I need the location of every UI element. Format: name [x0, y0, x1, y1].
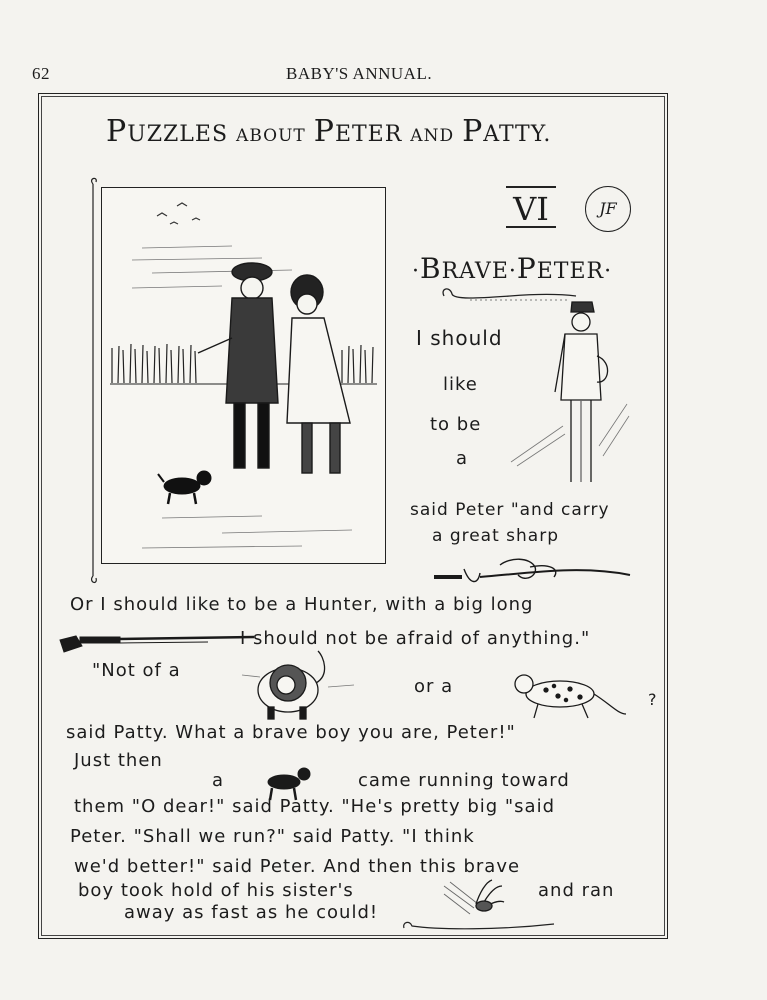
page-title: PUZZLES ABOUT PETER AND PATTY.: [106, 114, 552, 149]
text-line-3: to be: [430, 414, 482, 435]
text-line-10: said Patty. What a brave boy you are, Peter!": [66, 722, 516, 743]
text-line-16: away as fast as he could!: [124, 902, 379, 923]
text-line-11c: came running toward: [358, 770, 570, 791]
text-line-8: I should not be afraid of anything.": [240, 628, 591, 649]
text-line-11b: a: [212, 770, 225, 791]
text-line-9c: ?: [648, 690, 658, 709]
text-line-1: I should: [416, 326, 503, 350]
text-line-9b: or a: [414, 676, 454, 697]
illustration-hand: [440, 874, 510, 918]
text-line-7: Or I should like to be a Hunter, with a big long: [70, 594, 534, 615]
running-title: BABY'S ANNUAL.: [286, 64, 433, 83]
text-line-15b: and ran: [538, 880, 615, 901]
illustration-leopard: [510, 664, 635, 726]
illustration-children-dog: [101, 187, 386, 564]
illustration-lion: [238, 645, 358, 725]
underline-flourish: [400, 918, 560, 934]
text-line-13: Peter. "Shall we run?" said Patty. "I think: [70, 826, 475, 847]
illustration-gun: [58, 626, 258, 656]
monogram-badge: JF: [585, 186, 631, 232]
text-line-12: them "O dear!" said Patty. "He's pretty big "said: [74, 796, 556, 817]
text-line-4: a: [456, 448, 469, 469]
text-line-14: we'd better!" said Peter. And then this brave: [74, 856, 521, 877]
text-line-15a: boy took hold of his sister's: [78, 880, 354, 901]
illustration-soldier: [505, 296, 630, 488]
section-heading: ·BRAVE·PETER·: [412, 252, 613, 285]
text-line-11a: Just then: [74, 750, 163, 771]
text-line-6: a great sharp: [432, 526, 560, 546]
text-line-9a: "Not of a: [92, 660, 181, 681]
illustration-sword: [430, 555, 635, 595]
text-line-5: said Peter "and carry: [410, 500, 610, 520]
text-line-2: like: [443, 374, 478, 395]
chapter-numeral: VI: [506, 186, 556, 228]
page-number: 62: [32, 64, 50, 83]
vertical-ornament: [86, 176, 100, 584]
